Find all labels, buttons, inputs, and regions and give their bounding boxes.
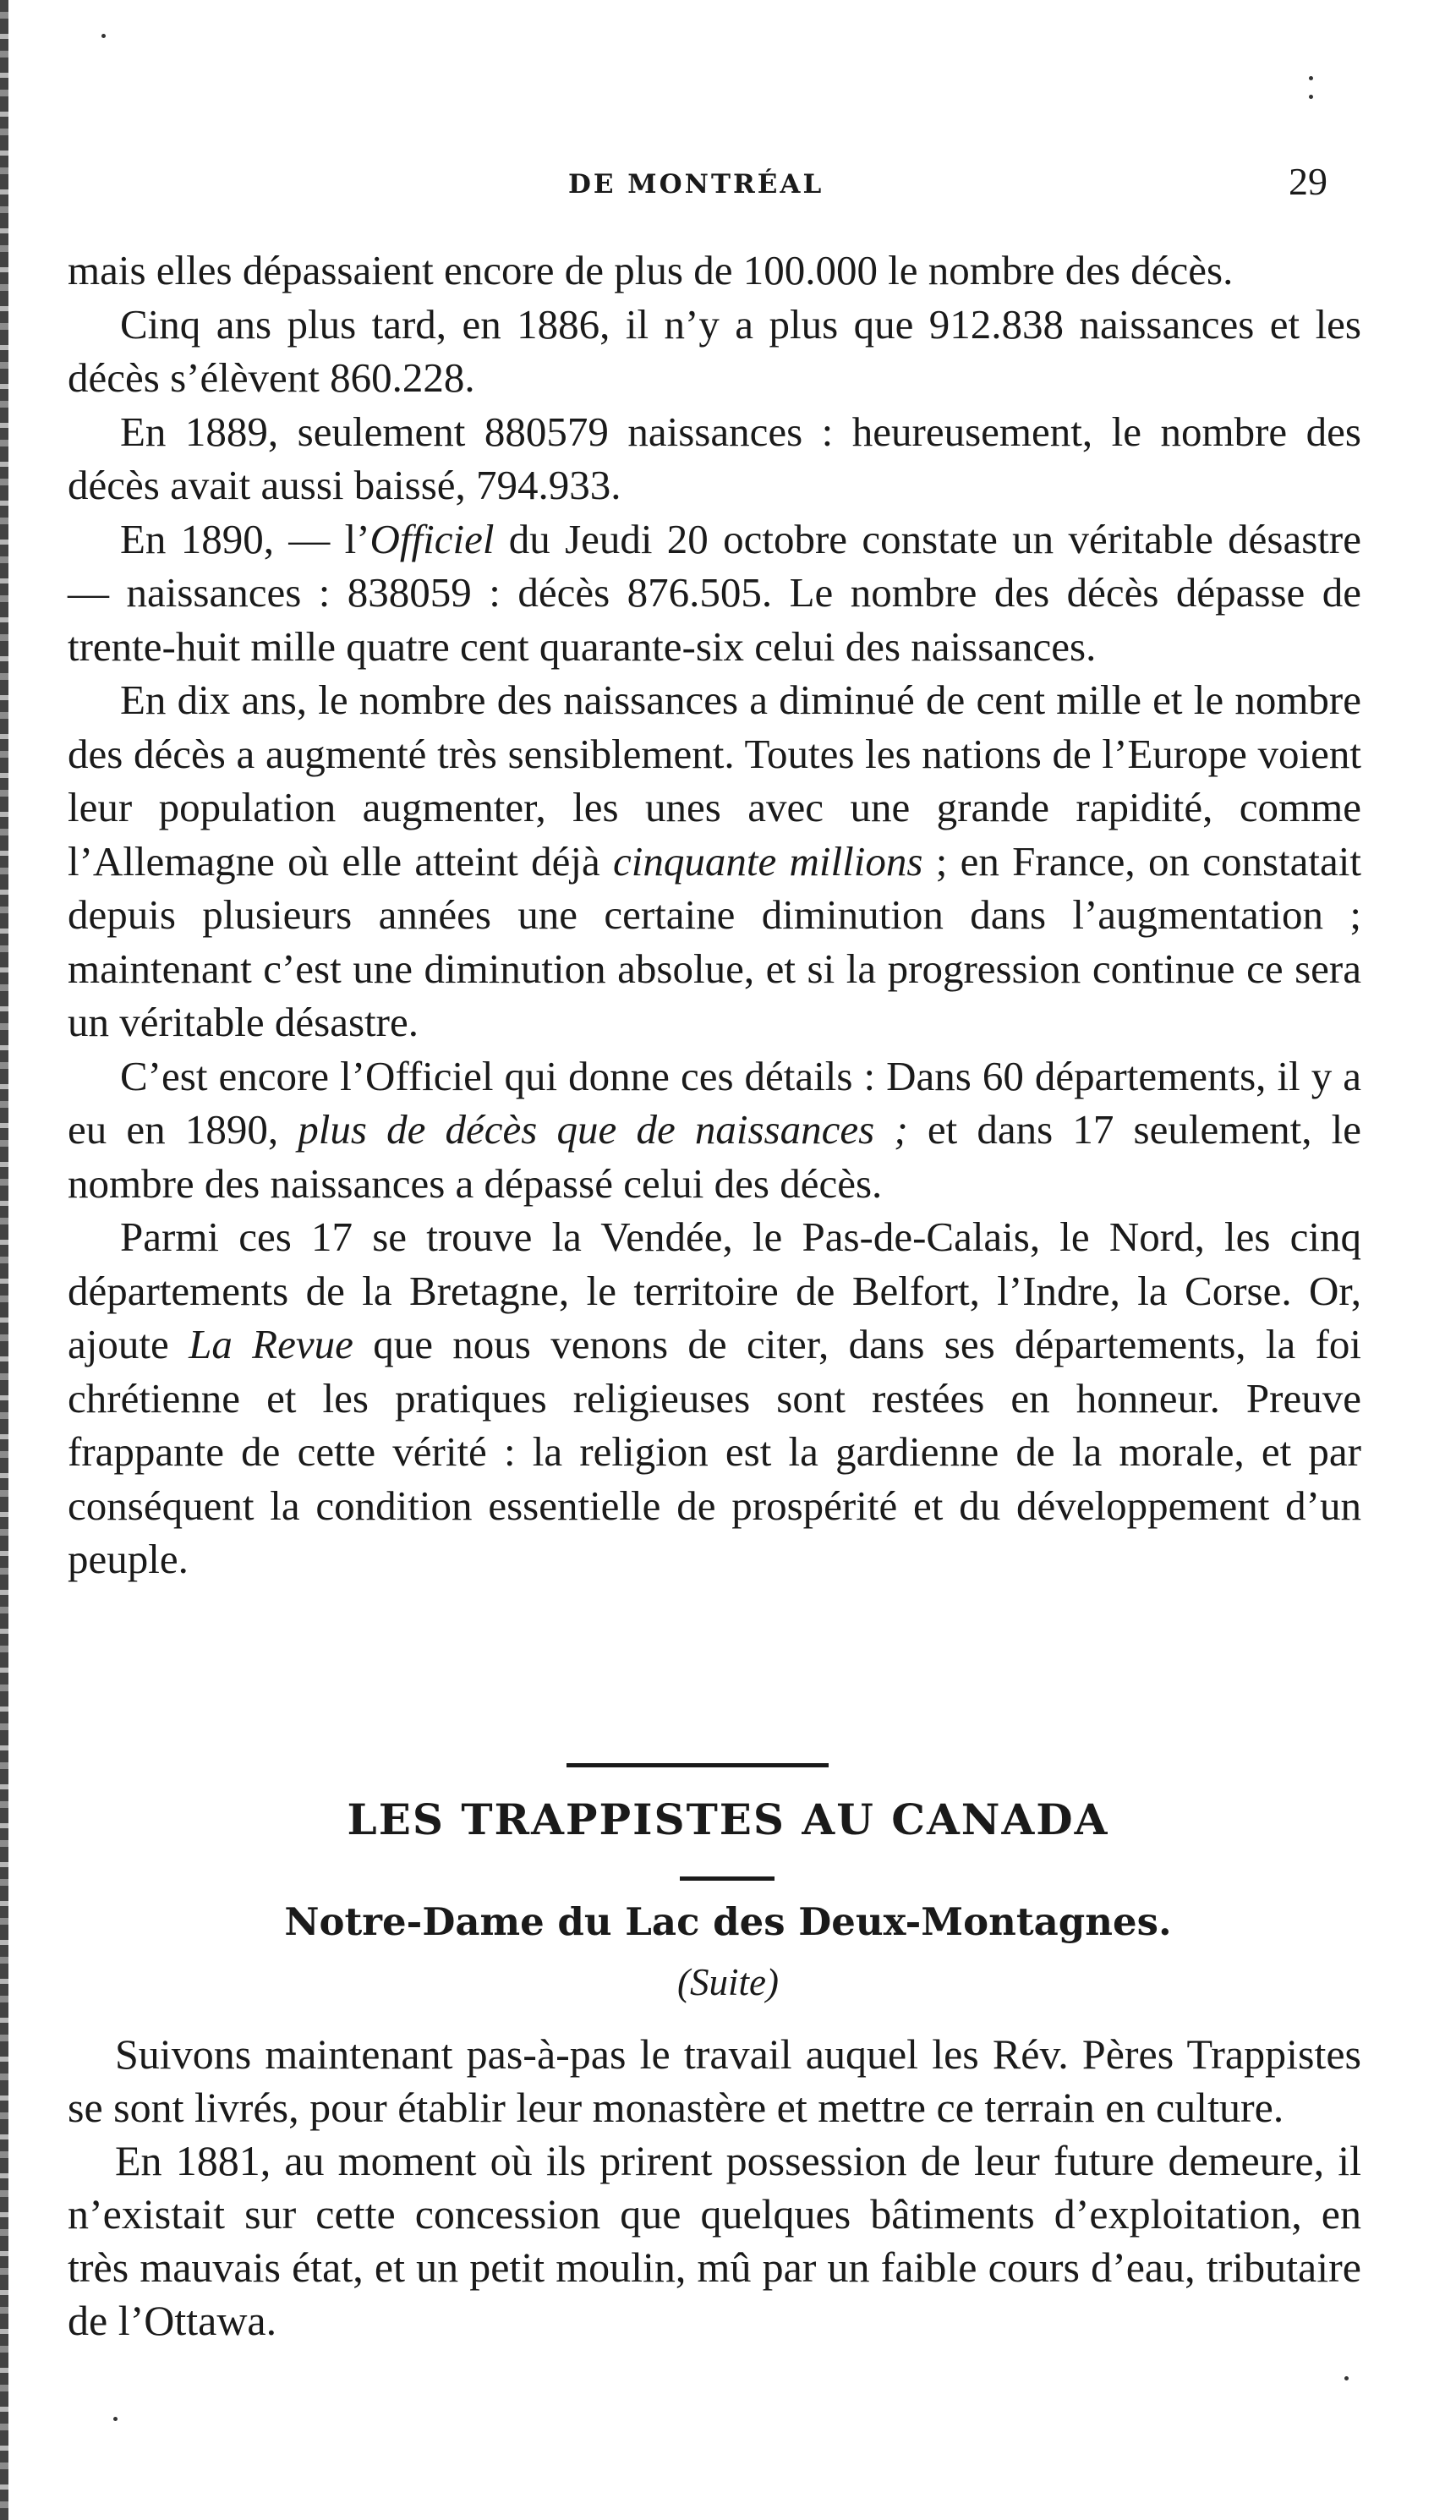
print-speck: [101, 34, 106, 38]
italic-text: La Revue: [189, 1321, 353, 1367]
page-header: [0, 159, 1456, 218]
text-run: que nous venons de citer, dans ses départements, la foi chrétienne et les pratiques religieuses sont restées en honneur. Preuve frappante de cette vérité : la religion est la gardienne de la morale, et par conséquent la condition essentielle de prospérité et du développement d’un peuple.: [68, 1321, 1361, 1582]
section-divider: [567, 1763, 829, 1767]
paragraph: Cinq ans plus tard, en 1886, il n’y a plus que 912.838 naissances et les décès s’élèvent 860.228.: [68, 300, 1361, 401]
text-run: ; en France, on constatait depuis plusieurs années une certaine diminution dans l’augmentation ; maintenant c’est une diminution absolue, et si la progression continue ce sera un véritable désastre.: [68, 837, 1361, 1045]
paragraph: [68, 1210, 1361, 1586]
section-text: [68, 2028, 1361, 2347]
italic-text: Officiel: [369, 515, 495, 562]
section-title: LES TRAPPISTES AU CANADA: [347, 1794, 1109, 1844]
paragraph: En 1889, seulement 880579 naissances : heureusement, le nombre des décès avait aussi baissé, 794.933.: [68, 408, 1361, 508]
print-speck: [1344, 2376, 1349, 2380]
print-speck: [1309, 95, 1313, 99]
italic-text: plus de décès que de naissances ;: [298, 1106, 908, 1153]
text-run: du Jeudi 20 octobre constate un véritable désastre — naissances : 838059 : décès 876.505. Le nombre des décès dépasse de trente-huit mille quatre cent quarante-six celui des naissances.: [68, 515, 1361, 670]
running-head: DE MONTRÉAL: [568, 169, 824, 200]
paragraph: [68, 673, 1361, 1049]
page-number: 29: [1289, 160, 1327, 203]
paragraph: Suivons maintenant pas-à-pas le travail auquel les Rév. Pères Trappistes se sont livrés, pour établir leur monastère et mettre ce terrain en culture.: [68, 2030, 1361, 2131]
section-subtitle: Notre-Dame du Lac des Deux-Montagnes.: [284, 1899, 1172, 1944]
text-run: C’est encore l’Officiel qui donne ces détails : Dans 60 départements, il y a eu en 1890,: [68, 1052, 1361, 1153]
continuation-note: (Suite): [677, 1961, 779, 2003]
main-text: [68, 244, 1361, 1586]
text-run: En dix ans, le nombre des naissances a diminué de cent mille et le nombre des décès a augmenté très sensiblement. Toutes les nations de l’Europe voient leur population augmenter, les unes avec une grande rapidité, comme l’Allemagne où elle atteint déjà: [68, 677, 1361, 885]
paragraph: En 1881, au moment où ils prirent possession de leur future demeure, il n’existait sur cette concession que quelques bâtiments d’exploitation, en très mauvais état, et un petit moulin, mû par un faible cours d’eau, tributaire de l’Ottawa.: [68, 2137, 1361, 2344]
paragraph: [68, 1049, 1361, 1211]
italic-text: cinquante millions: [613, 837, 923, 885]
text-run: En 1890, — l’: [120, 515, 370, 562]
paragraph: mais elles dépassaient encore de plus de 100.000 le nombre des décès.: [68, 247, 1234, 293]
title-underline: [680, 1876, 775, 1881]
print-speck: [113, 2417, 118, 2421]
print-speck: [1309, 76, 1313, 80]
text-run: et dans 17 seulement, le nombre des naissances a dépassé celui des décès.: [68, 1106, 1361, 1207]
page-binding-edge: [0, 0, 8, 2520]
text-run: Parmi ces 17 se trouve la Vendée, le Pas-de-Calais, le Nord, les cinq départements de la Bretagne, le territoire de Belfort, l’Indre, la Corse. Or, ajoute: [68, 1213, 1361, 1367]
paragraph: [68, 512, 1361, 674]
